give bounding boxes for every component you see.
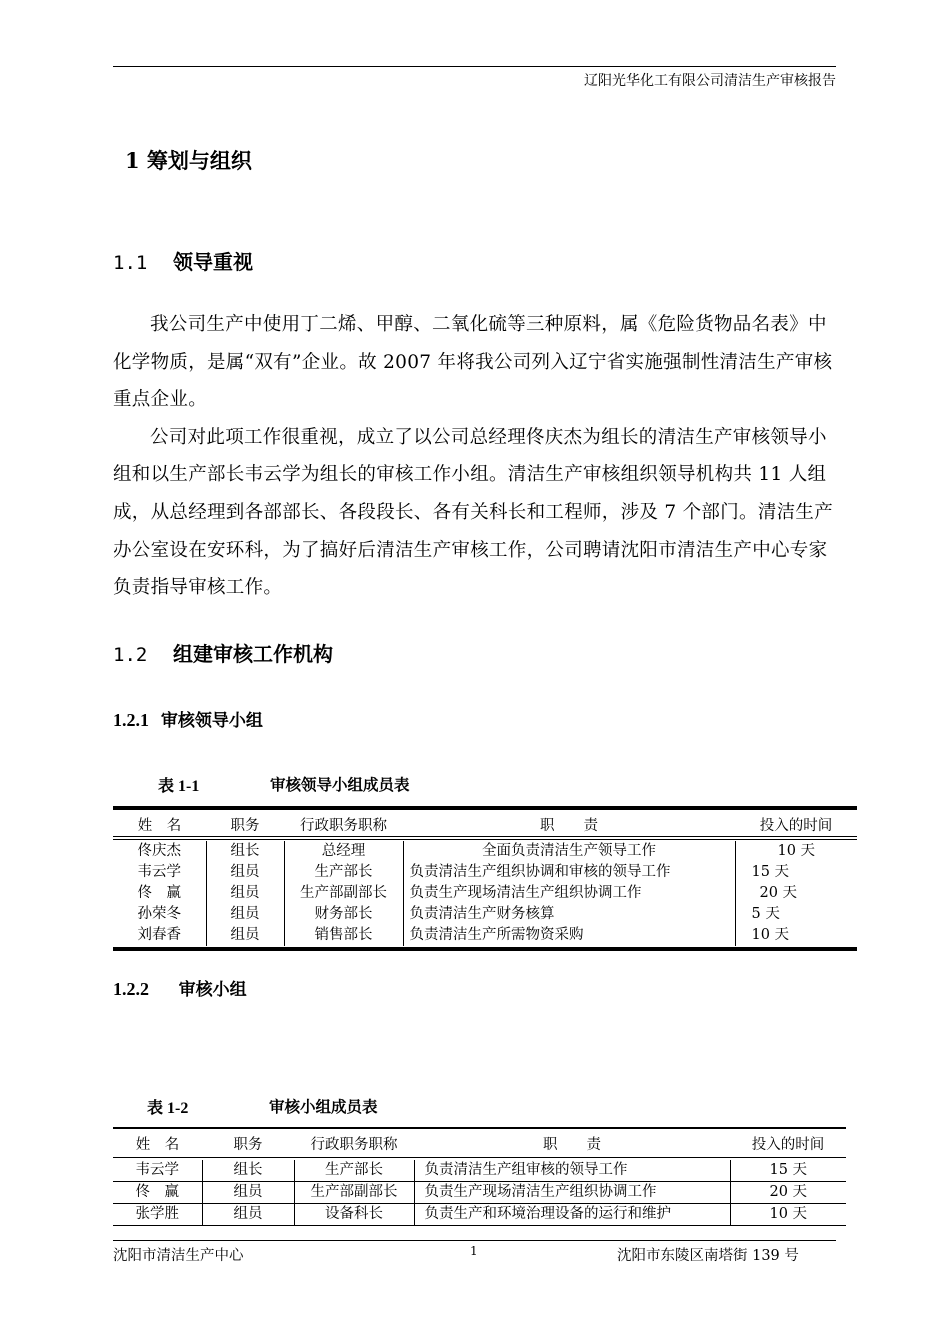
header-cell: 行政职务职称 [310,1136,398,1153]
cell-duty: 全面负责清洁生产领导工作 [403,841,735,862]
section-number: 1.2 [113,644,148,666]
header-cell: 职 责 [543,1136,601,1153]
cell-time: 10 天 [730,1204,846,1226]
section-number: 1.1 [113,252,148,274]
table-1-1-header-rule [113,836,857,837]
table-row [113,862,857,883]
cell-title: 生产部副部长 [284,883,403,904]
section-1-2-2-heading [113,975,247,1000]
paragraph: 公司对此项工作很重视，成立了以公司总经理佟庆杰为组长的清洁生产审核领导小组和以生产部长韦云学为组长的审核工作小组。清洁生产审核组织领导机构共 11 人组成，从总经理到各部部长、各段段长、各有关科长和工程师，涉及 7 个部门。清洁生产办公室设在安环科，为了搞好后清洁生产审核工作，公司聘请沈阳市清洁生产中心专家负责指导审核工作。 [113,426,834,599]
page-number: 1 [470,1244,478,1258]
cell-role: 组长 [202,1160,294,1182]
cell-name: 佟 赢 [137,885,181,901]
cell-title: 生产部长 [284,862,403,883]
table-row [113,925,857,946]
cell-time: 15 天 [735,862,857,883]
table-row [113,1160,846,1182]
cell-duty: 负责清洁生产组审核的领导工作 [414,1160,730,1182]
section-1-2-heading [113,638,333,667]
table-1-1-top-rule [113,806,857,810]
cell-duty: 负责生产和环境治理设备的运行和维护 [414,1204,730,1226]
table-1-1-label: 表 1-1 [158,778,200,795]
table-1-1-bottom-rule [113,947,857,951]
cell-title: 总经理 [284,841,403,862]
cell-role: 组员 [206,925,284,946]
cell-time: 10 天 [735,925,857,946]
cell-title: 生产部副部长 [294,1182,414,1204]
section-number: 1.2.1 [113,710,149,730]
section-1-2-1-heading [113,706,263,731]
table-row [113,883,857,904]
section-title: 组建审核工作机构 [173,642,333,666]
cell-title: 生产部长 [294,1160,414,1182]
table-1-1 [113,815,857,837]
footer-left: 沈阳市清洁生产中心 [113,1248,244,1264]
cell-role: 组长 [206,841,284,862]
table-row [113,1204,846,1226]
cell-name: 佟庆杰 [137,843,181,859]
footer-rule [113,1240,836,1241]
cell-duty: 负责生产现场清洁生产组织协调工作 [403,883,735,904]
cell-time: 20 天 [730,1182,846,1204]
cell-time: 10 天 [735,841,857,862]
cell-title: 销售部长 [284,925,403,946]
cell-duty: 负责清洁生产财务核算 [403,904,735,925]
cell-time: 15 天 [730,1160,846,1182]
header-cell: 行政职务职称 [300,817,387,834]
header-cell: 职 责 [540,817,598,834]
section-1-1-body [113,306,839,607]
section-title: 审核领导小组 [160,711,263,731]
cell-name: 韦云学 [137,864,181,880]
cell-name: 刘春香 [137,927,181,943]
chapter-title: 1 筹划与组织 [125,148,252,173]
header-cell: 姓 名 [135,1136,180,1153]
table-1-1-caption: 审核领导小组成员表 [270,775,410,794]
header-rule [113,66,836,67]
header-title: 辽阳光华化工有限公司清洁生产审核报告 [584,73,836,89]
cell-name: 孙荣冬 [137,906,181,922]
footer-right: 沈阳市东陵区南塔街 139 号 [617,1248,799,1264]
cell-time: 5 天 [735,904,857,925]
table-1-2-caption: 审核小组成员表 [269,1097,378,1116]
table-1-2-label: 表 1-2 [147,1100,189,1117]
header-cell: 职务 [233,1136,263,1153]
cell-duty: 负责清洁生产所需物资采购 [403,925,735,946]
cell-name: 张学胜 [113,1204,202,1226]
cell-name: 韦云学 [113,1160,202,1182]
table-row [113,904,857,925]
table-row [113,841,857,862]
section-title: 领导重视 [173,250,253,274]
cell-role: 组员 [206,883,284,904]
table-1-2-header-rule [113,1157,846,1158]
cell-name: 佟 赢 [113,1182,202,1204]
table-row [113,1182,846,1204]
section-title: 审核小组 [178,980,247,1000]
table-1-2-body [113,1160,846,1226]
cell-duty: 负责生产现场清洁生产组织协调工作 [414,1182,730,1204]
header-cell: 投入的时间 [751,1136,825,1153]
cell-time: 20 天 [735,883,857,904]
cell-role: 组员 [206,862,284,883]
section-number: 1.2.2 [113,979,149,999]
header-cell: 职务 [230,817,260,834]
table-1-1-body [113,841,857,946]
section-1-1-heading [113,246,253,275]
cell-role: 组员 [202,1182,294,1204]
table-header-row [113,815,857,837]
paragraph: 我公司生产中使用丁二烯、甲醇、二氧化硫等三种原料，属《危险货物品名表》中化学物质，是属“双有”企业。故 2007 年将我公司列入辽宁省实施强制性清洁生产审核重点企业。 [113,314,833,411]
table-header-row [113,1134,846,1156]
cell-title: 设备科长 [294,1204,414,1226]
cell-title: 财务部长 [284,904,403,925]
table-1-2 [113,1134,846,1156]
cell-role: 组员 [202,1204,294,1226]
header-cell: 姓 名 [137,817,182,834]
cell-duty: 负责清洁生产组织协调和审核的领导工作 [403,862,735,883]
table-1-2-top-rule [113,1127,846,1129]
table-1-1-header-rule-2 [113,839,857,840]
header-cell: 投入的时间 [759,817,833,834]
cell-role: 组员 [206,904,284,925]
